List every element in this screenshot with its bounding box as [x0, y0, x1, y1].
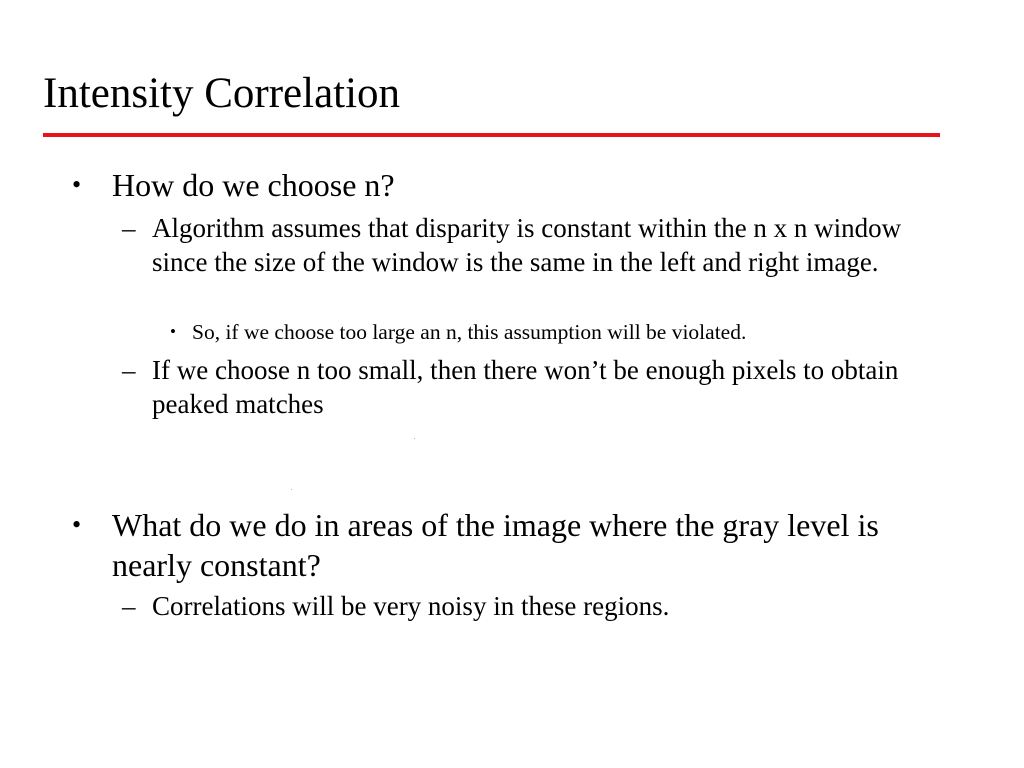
bullet-icon: • — [170, 322, 176, 341]
subpoint-text: Algorithm assumes that disparity is constant within the n x n window since the size of the window is the same in the left and right image. — [152, 213, 902, 277]
dash-icon: – — [122, 213, 136, 243]
bullet-icon: • — [72, 510, 82, 539]
speck — [291, 489, 292, 490]
dash-icon: – — [122, 355, 136, 385]
slide-title: Intensity Correlation — [43, 70, 401, 117]
speck — [414, 438, 415, 439]
subpoint-text: Correlations will be very noisy in these regions. — [152, 591, 670, 621]
title-underline — [43, 133, 940, 137]
subsubpoint-too-large — [170, 318, 890, 346]
subpoint-text: If we choose n too small, then there won’t be enough pixels to obtain peaked matches — [152, 355, 899, 419]
bullet-point-constant-gray — [72, 505, 892, 585]
subpoint-noisy-correlations — [122, 590, 922, 624]
subsubpoint-text: So, if we choose too large an n, this assumption will be violated. — [192, 320, 747, 344]
dash-icon: – — [122, 591, 136, 621]
bullet-icon: • — [72, 170, 82, 199]
bullet-text: How do we choose n? — [112, 167, 395, 203]
bullet-text: What do we do in areas of the image where the gray level is nearly constant? — [112, 507, 879, 583]
subpoint-disparity-assumption — [122, 212, 922, 279]
bullet-point-choose-n — [72, 165, 892, 205]
subpoint-too-small — [122, 354, 922, 421]
